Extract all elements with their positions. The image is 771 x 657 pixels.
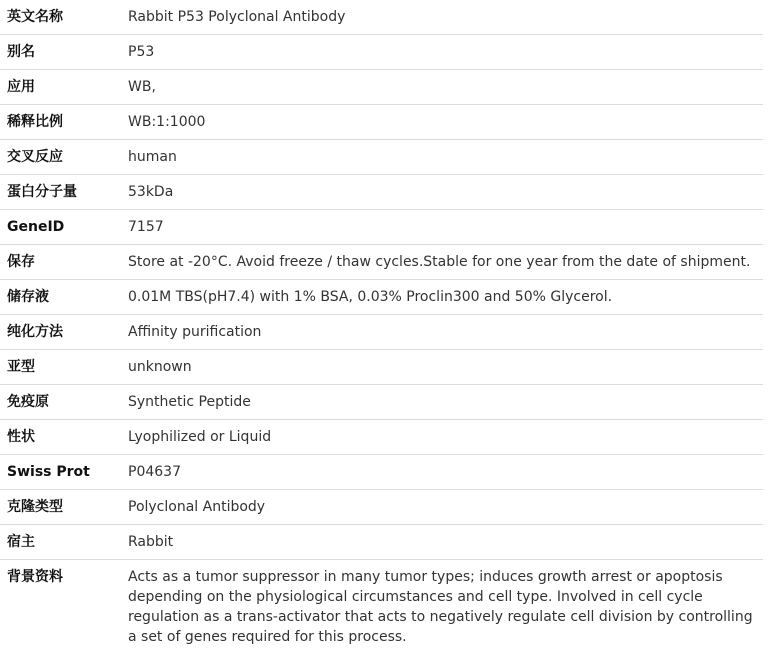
spec-value: Lyophilized or Liquid <box>121 420 763 455</box>
spec-row-swiss-prot <box>0 455 763 490</box>
spec-value: Affinity purification <box>121 315 763 350</box>
spec-value: P53 <box>121 35 763 70</box>
spec-value: P04637 <box>121 455 763 490</box>
spec-row-isotype <box>0 350 763 385</box>
spec-key: 蛋白分子量 <box>0 175 121 210</box>
spec-key: Swiss Prot <box>0 455 121 490</box>
spec-row-application <box>0 70 763 105</box>
spec-value: Rabbit P53 Polyclonal Antibody <box>121 0 763 35</box>
spec-row-molecular-weight <box>0 175 763 210</box>
spec-value: Rabbit <box>121 525 763 560</box>
spec-key: 克隆类型 <box>0 490 121 525</box>
spec-row-host <box>0 525 763 560</box>
spec-key: 背景资料 <box>7 569 63 585</box>
spec-key: 英文名称 <box>0 0 121 35</box>
spec-value: Synthetic Peptide <box>121 385 763 420</box>
spec-row-immunogen <box>0 385 763 420</box>
spec-key: 储存液 <box>0 280 121 315</box>
spec-value: unknown <box>121 350 763 385</box>
spec-key: 交叉反应 <box>0 140 121 175</box>
spec-key: 别名 <box>0 35 121 70</box>
spec-value: human <box>121 140 763 175</box>
spec-key: GeneID <box>0 210 121 245</box>
spec-value: 0.01M TBS(pH7.4) with 1% BSA, 0.03% Proclin300 and 50% Glycerol. <box>121 280 763 315</box>
spec-key: 保存 <box>0 245 121 280</box>
spec-value: WB, <box>121 70 763 105</box>
spec-value: Acts as a tumor suppressor in many tumor types; induces growth arrest or apoptosis depending on the physiological circumstances and cell type. Involved in cell cycle regulation as a trans-activator that acts to negatively regulate cell division by controlling a set of genes required for this process. <box>128 569 753 645</box>
spec-key: 亚型 <box>0 350 121 385</box>
spec-row-reactivity <box>0 140 763 175</box>
spec-row-gene-id <box>0 210 763 245</box>
spec-row-dilution <box>0 105 763 140</box>
spec-value: Polyclonal Antibody <box>121 490 763 525</box>
spec-key: 免疫原 <box>0 385 121 420</box>
spec-row-background <box>0 560 763 655</box>
spec-row-buffer <box>0 280 763 315</box>
spec-row-storage <box>0 245 763 280</box>
spec-key: 性状 <box>0 420 121 455</box>
spec-value: 7157 <box>121 210 763 245</box>
spec-key: 宿主 <box>0 525 121 560</box>
spec-key: 稀释比例 <box>0 105 121 140</box>
spec-value: 53kDa <box>121 175 763 210</box>
spec-row-clonality <box>0 490 763 525</box>
spec-value: WB:1:1000 <box>121 105 763 140</box>
spec-row-form <box>0 420 763 455</box>
spec-value: Store at -20°C. Avoid freeze / thaw cycles.Stable for one year from the date of shipment. <box>121 245 763 280</box>
spec-key: 纯化方法 <box>0 315 121 350</box>
spec-key: 应用 <box>0 70 121 105</box>
spec-row-alias <box>0 35 763 70</box>
spec-row-purification <box>0 315 763 350</box>
spec-row-english-name <box>0 0 763 35</box>
